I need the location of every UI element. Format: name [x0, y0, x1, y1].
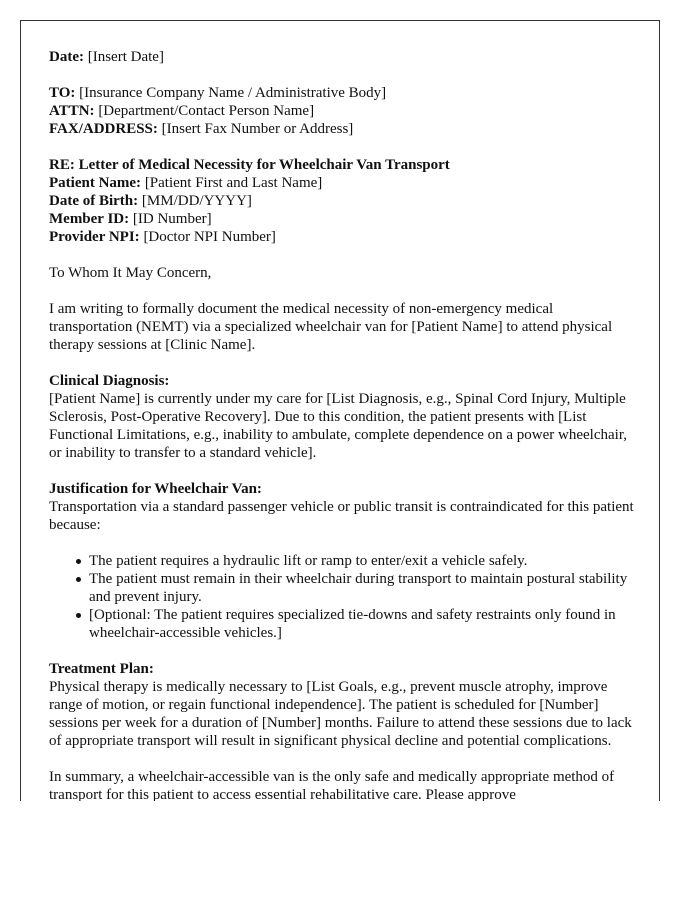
justification-item: The patient must remain in their wheelchair during transport to maintain postural stability and prevent injury.	[89, 570, 639, 606]
justification-item: The patient requires a hydraulic lift or ramp to enter/exit a vehicle safely.	[89, 552, 639, 570]
letter-page	[20, 20, 660, 801]
attn-line	[49, 102, 639, 120]
date-block	[49, 48, 639, 66]
provider-npi-line	[49, 228, 639, 246]
patient-name-value: [Patient First and Last Name]	[144, 175, 323, 191]
diagnosis-section	[49, 372, 639, 462]
subject-block	[49, 156, 639, 246]
recipient-block	[49, 84, 639, 138]
justification-text: Transportation via a standard passenger vehicle or public transit is contraindicated for this patient because:	[49, 499, 634, 533]
attn-value: [Department/Contact Person Name]	[98, 103, 315, 119]
to-label: TO:	[49, 85, 76, 101]
member-id-label: Member ID:	[49, 211, 130, 227]
salutation: To Whom It May Concern,	[49, 265, 212, 281]
fax-value: [Insert Fax Number or Address]	[161, 121, 354, 137]
justification-list	[49, 552, 639, 642]
letter-body	[49, 48, 639, 801]
treatment-text: Physical therapy is medically necessary to [List Goals, e.g., prevent muscle atrophy, improve range of motion, or regain functional independence]. The patient is scheduled for [Number] sessions per week for a duration of [Number] months. Failure to attend these sessions due to lack of appropriate transport will result in significant physical decline and potential complications.	[49, 679, 632, 749]
to-line	[49, 84, 639, 102]
justification-section	[49, 480, 639, 534]
to-value: [Insurance Company Name / Administrative Body]	[79, 85, 387, 101]
patient-name-line	[49, 174, 639, 192]
member-id-line	[49, 210, 639, 228]
dob-value: [MM/DD/YYYY]	[141, 193, 252, 209]
date-label: Date:	[49, 49, 84, 65]
provider-npi-label: Provider NPI:	[49, 229, 140, 245]
treatment-section	[49, 660, 639, 750]
dob-label: Date of Birth:	[49, 193, 139, 209]
diagnosis-heading: Clinical Diagnosis:	[49, 373, 170, 389]
patient-name-label: Patient Name:	[49, 175, 142, 191]
fax-line	[49, 120, 639, 138]
treatment-heading: Treatment Plan:	[49, 661, 154, 677]
date-value: [Insert Date]	[87, 49, 164, 65]
fax-label: FAX/ADDRESS:	[49, 121, 158, 137]
justification-heading: Justification for Wheelchair Van:	[49, 481, 262, 497]
justification-item: [Optional: The patient requires specialized tie-downs and safety restraints only found in wheelchair-accessible vehicles.]	[89, 606, 639, 642]
provider-npi-value: [Doctor NPI Number]	[143, 229, 276, 245]
subject-line: RE: Letter of Medical Necessity for Wheelchair Van Transport	[49, 157, 450, 173]
dob-line	[49, 192, 639, 210]
date-line	[49, 48, 639, 66]
member-id-value: [ID Number]	[132, 211, 212, 227]
summary-paragraph: In summary, a wheelchair-accessible van is the only safe and medically appropriate method of transport for this patient to access essential rehabilitative care. Please approve	[49, 769, 615, 801]
attn-label: ATTN:	[49, 103, 95, 119]
diagnosis-text: [Patient Name] is currently under my care for [List Diagnosis, e.g., Spinal Cord Injury, Multiple Sclerosis, Post-Operative Recovery]. Due to this condition, the patient presents with [List Functional Limitations, e.g., inability to ambulate, complete dependence on a power wheelchair, or inability to transfer to a standard vehicle].	[49, 391, 627, 461]
intro-paragraph: I am writing to formally document the medical necessity of non-emergency medical transportation (NEMT) via a specialized wheelchair van for [Patient Name] to attend physical therapy sessions at [Clinic Name].	[49, 301, 613, 353]
